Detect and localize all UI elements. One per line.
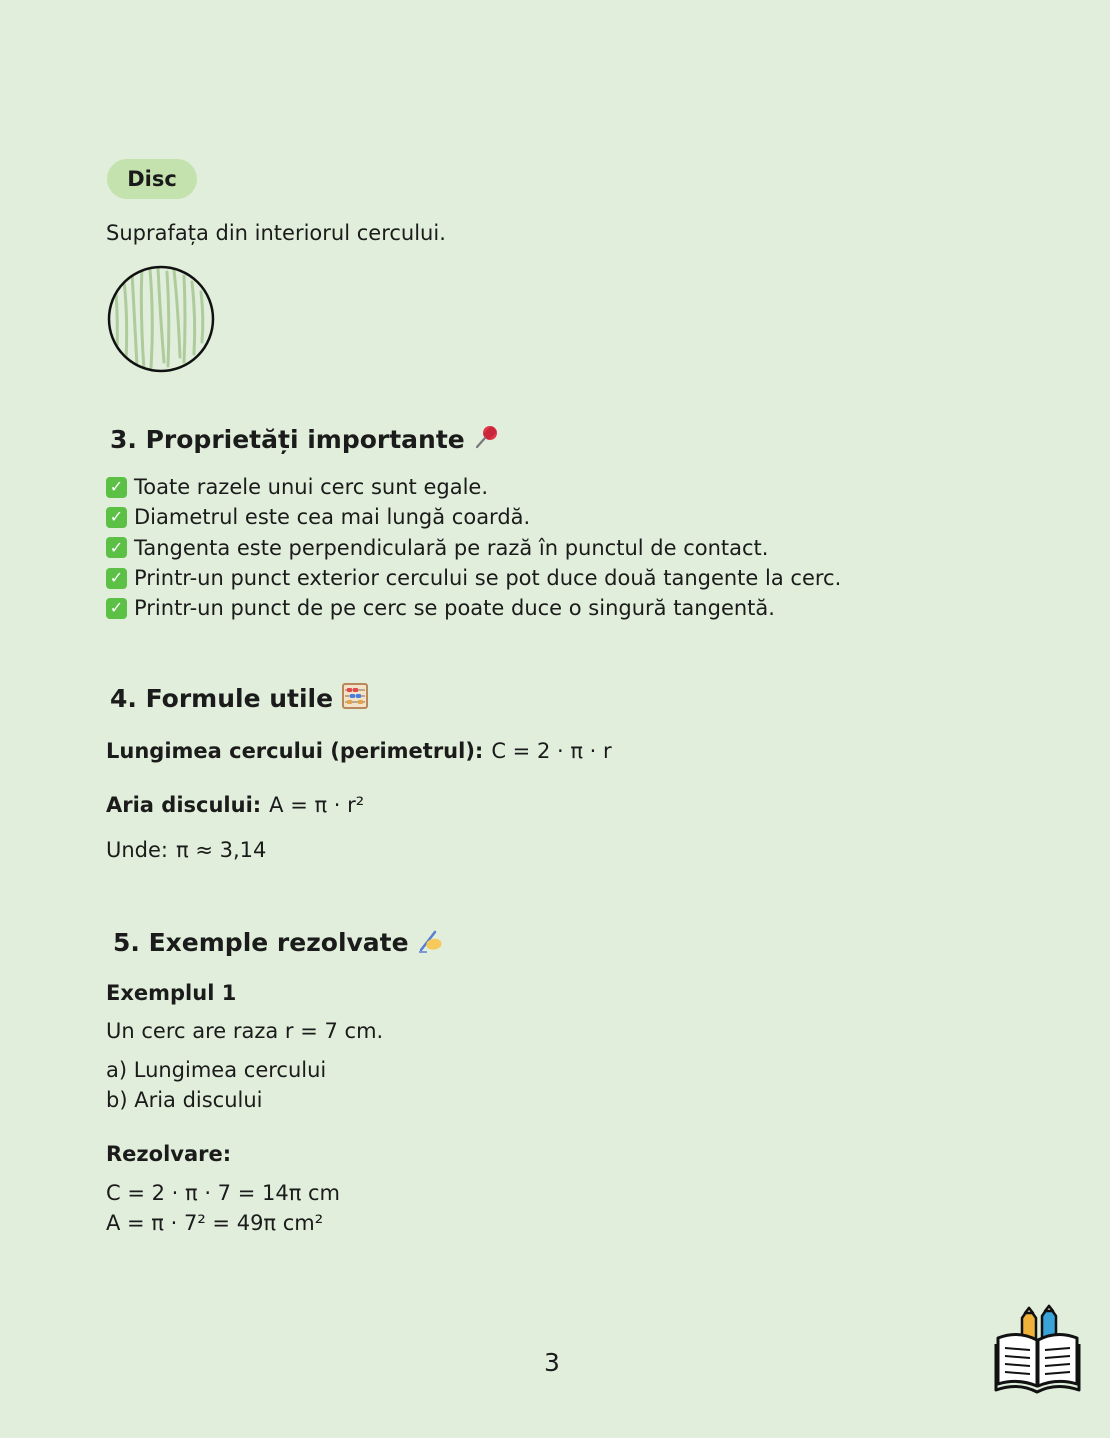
check-mark-icon: ✓	[106, 598, 127, 619]
section-5-title: 5. Exemple rezolvate	[113, 928, 409, 957]
perimeter-formula-line	[106, 736, 612, 766]
check-mark-icon: ✓	[106, 568, 127, 589]
list-item	[106, 502, 841, 532]
area-label: Aria discului:	[106, 793, 262, 817]
list-item-text: Printr-un punct exterior cercului se pot duce două tangente la cerc.	[134, 565, 842, 590]
writing-hand-icon	[417, 926, 445, 962]
list-item-text: Toate razele unui cerc sunt egale.	[134, 475, 488, 499]
abacus-icon	[341, 682, 369, 718]
check-mark-icon: ✓	[106, 477, 127, 498]
solution-perimeter: C = 2 · π · 7 = 14π cm	[106, 1181, 341, 1205]
example-statement: Un cerc are raza r = 7 cm.	[106, 1019, 384, 1043]
perimeter-label: Lungimea cercului (perimetrul):	[106, 739, 484, 763]
area-formula-line	[106, 790, 364, 820]
perimeter-formula: C = 2 · π · r	[491, 739, 612, 763]
example-title: Exemplul 1	[106, 981, 237, 1005]
list-item	[106, 563, 841, 593]
section-5-heading	[113, 926, 445, 962]
area-formula: A = π · r²	[269, 793, 365, 817]
list-item-text: Tangenta este perpendiculară pe rază în punctul de contact.	[134, 535, 769, 560]
pi-value-line	[106, 835, 266, 865]
page-number: 3	[544, 1348, 560, 1377]
check-mark-icon: ✓	[106, 537, 127, 558]
properties-list	[106, 472, 841, 623]
open-book-pencils-icon	[990, 1300, 1086, 1396]
disc-label: Disc	[127, 167, 177, 191]
section-4-heading	[110, 682, 369, 718]
pi-value: π ≈ 3,14	[176, 838, 267, 862]
disc-description: Suprafața din interiorul cercului.	[106, 221, 446, 245]
example-task-b: b) Aria discului	[106, 1088, 263, 1112]
pushpin-icon	[473, 423, 501, 459]
section-3-heading	[110, 423, 501, 459]
solution-area: A = π · 7² = 49π cm²	[106, 1211, 324, 1235]
list-item-text: Diametrul este cea mai lungă coardă.	[134, 505, 531, 530]
hatched-disc-illustration	[104, 262, 218, 376]
example-task-a: a) Lungimea cercului	[106, 1058, 327, 1082]
check-mark-icon: ✓	[106, 507, 127, 528]
list-item-text: Printr-un punct de pe cerc se poate duce o singură tangentă.	[134, 596, 775, 621]
section-3-title: 3. Proprietăți importante	[110, 425, 465, 454]
list-item	[106, 593, 841, 623]
disc-label-badge	[107, 159, 197, 199]
list-item	[106, 472, 841, 502]
solution-label: Rezolvare:	[106, 1142, 232, 1166]
list-item	[106, 533, 841, 563]
where-label: Unde:	[106, 838, 169, 862]
section-4-title: 4. Formule utile	[110, 684, 334, 713]
